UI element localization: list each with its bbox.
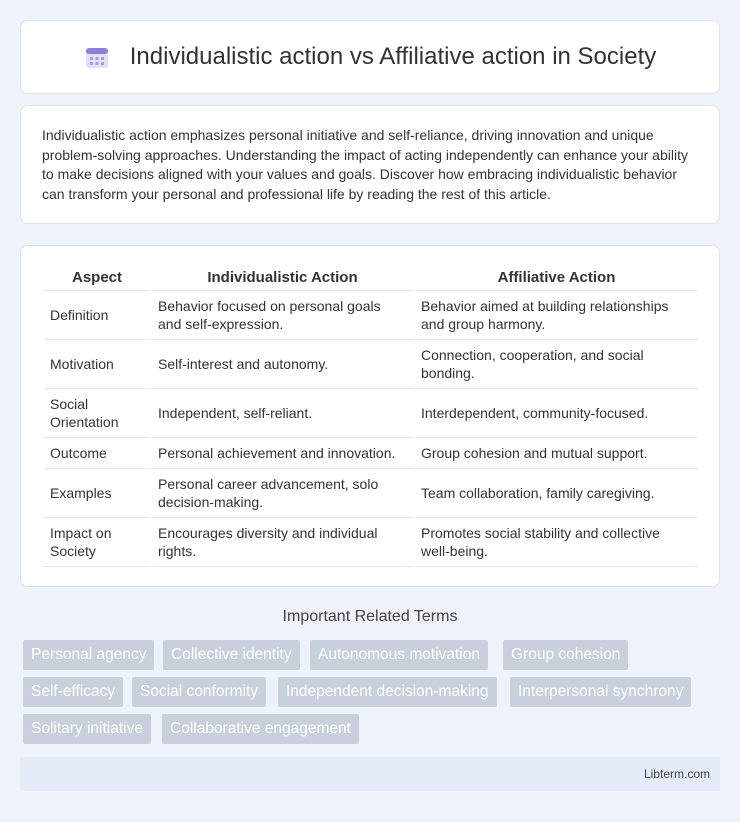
related-term-tag[interactable]: Collaborative engagement bbox=[162, 714, 359, 744]
related-term-tag[interactable]: Self-efficacy bbox=[23, 677, 123, 707]
cell-individualistic: Self-interest and autonomy. bbox=[152, 340, 413, 389]
cell-affiliative: Behavior aimed at building relationships and group harmony. bbox=[415, 291, 698, 340]
cell-individualistic: Behavior focused on personal goals and self-expression. bbox=[152, 291, 413, 340]
cell-individualistic: Personal achievement and innovation. bbox=[152, 438, 413, 469]
cell-individualistic: Encourages diversity and individual rights. bbox=[152, 518, 413, 567]
cell-affiliative: Team collaboration, family caregiving. bbox=[415, 469, 698, 518]
table-header-row bbox=[44, 266, 698, 291]
related-term-tag[interactable]: Autonomous motivation bbox=[310, 640, 488, 670]
cell-affiliative: Interdependent, community-focused. bbox=[415, 389, 698, 438]
comparison-table bbox=[42, 266, 700, 567]
page-title: Individualistic action vs Affiliative action in Society bbox=[129, 43, 657, 70]
footer bbox=[20, 757, 720, 791]
related-term-tag[interactable]: Independent decision-making bbox=[278, 677, 497, 707]
header-individualistic: Individualistic Action bbox=[152, 266, 413, 291]
related-term-tag[interactable]: Personal agency bbox=[23, 640, 154, 670]
related-term-tag[interactable]: Collective identity bbox=[163, 640, 300, 670]
header-affiliative: Affiliative Action bbox=[415, 266, 698, 291]
cell-affiliative: Promotes social stability and collective well-being. bbox=[415, 518, 698, 567]
header-aspect: Aspect bbox=[44, 266, 150, 291]
cell-aspect: Impact on Society bbox=[44, 518, 150, 567]
intro-card bbox=[20, 105, 720, 224]
table-row bbox=[44, 340, 698, 389]
table-row bbox=[44, 518, 698, 567]
title-card bbox=[20, 20, 720, 94]
calendar-icon bbox=[84, 44, 110, 70]
cell-affiliative: Connection, cooperation, and social bonding. bbox=[415, 340, 698, 389]
table-row bbox=[44, 291, 698, 340]
cell-aspect: Motivation bbox=[44, 340, 150, 389]
cell-aspect: Examples bbox=[44, 469, 150, 518]
comparison-card bbox=[20, 245, 720, 587]
related-term-tag[interactable]: Solitary initiative bbox=[23, 714, 151, 744]
table-row bbox=[44, 389, 698, 438]
cell-individualistic: Personal career advancement, solo decision-making. bbox=[152, 469, 413, 518]
table-row bbox=[44, 438, 698, 469]
related-term-tag[interactable]: Interpersonal synchrony bbox=[510, 677, 691, 707]
cell-aspect: Social Orientation bbox=[44, 389, 150, 438]
intro-paragraph: Individualistic action emphasizes personal initiative and self-reliance, driving innovation and unique problem-solving approaches. Understanding the impact of acting independently can enhance your ability to make decisions aligned with your values and goals. Discover how embracing individualistic behavior can transform your personal and professional life by reading the rest of this article. bbox=[42, 127, 688, 202]
cell-aspect: Outcome bbox=[44, 438, 150, 469]
table-row bbox=[44, 469, 698, 518]
related-term-tag[interactable]: Social conformity bbox=[132, 677, 266, 707]
cell-individualistic: Independent, self-reliant. bbox=[152, 389, 413, 438]
related-terms-title: Important Related Terms bbox=[282, 608, 458, 625]
related-term-tag[interactable]: Group cohesion bbox=[503, 640, 628, 670]
cell-affiliative: Group cohesion and mutual support. bbox=[415, 438, 698, 469]
cell-aspect: Definition bbox=[44, 291, 150, 340]
footer-site-link[interactable]: Libterm.com bbox=[643, 767, 710, 781]
